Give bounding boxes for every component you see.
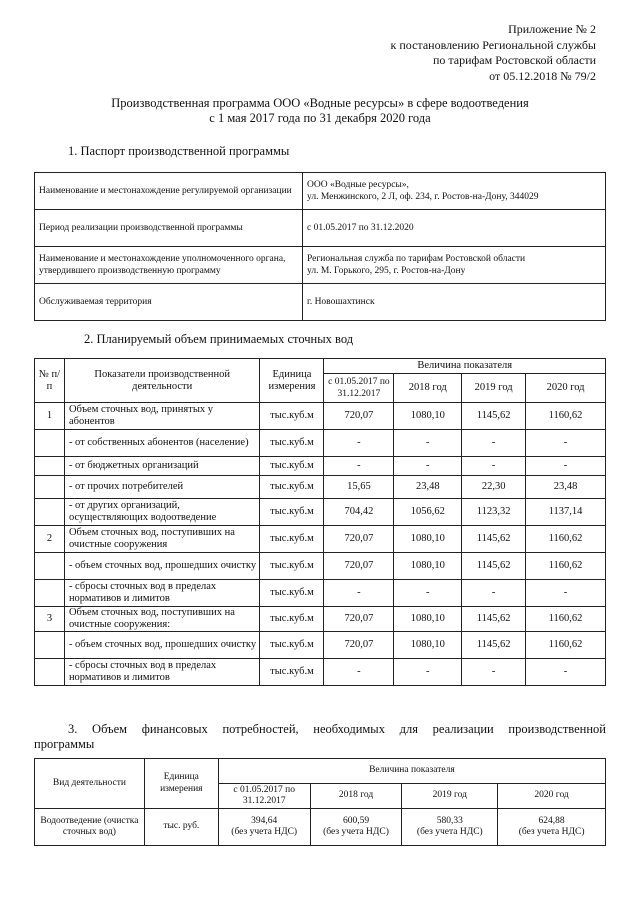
appendix-number: Приложение № 2 bbox=[508, 22, 596, 36]
table-row bbox=[35, 210, 606, 247]
finance-table bbox=[34, 758, 606, 846]
passport-value bbox=[303, 247, 606, 284]
value-cell: 720,07 bbox=[324, 553, 394, 580]
value-cell: 704,42 bbox=[324, 499, 394, 526]
table-row bbox=[35, 632, 606, 659]
passport-value: г. Новошахтинск bbox=[303, 284, 606, 321]
unit-cell: тыс.куб.м bbox=[260, 430, 324, 457]
value-cell: 720,07 bbox=[324, 403, 394, 430]
indicator-cell: - объем сточных вод, прошедших очистку bbox=[64, 553, 260, 580]
value-cell: - bbox=[324, 659, 394, 686]
value-note: (без учета НДС) bbox=[416, 827, 483, 837]
value-cell: 720,07 bbox=[324, 632, 394, 659]
value-cell: 1080,10 bbox=[394, 632, 462, 659]
value-cell bbox=[498, 809, 606, 846]
table-row bbox=[35, 809, 606, 846]
table-row bbox=[35, 526, 606, 553]
passport-label: Наименование и местонахождение регулируемой организации bbox=[35, 173, 303, 210]
value-cell: - bbox=[462, 457, 526, 476]
row-num-cell: 1 bbox=[35, 403, 65, 430]
value-cell: - bbox=[324, 457, 394, 476]
section2-heading: 2. Планируемый объем принимаемых сточных вод bbox=[84, 332, 354, 346]
section3-heading-line: 3. Объем финансовых потребностей, необходимых для реализации производственной bbox=[68, 722, 606, 736]
document-title bbox=[0, 96, 640, 126]
value-amount: 394,64 bbox=[251, 815, 278, 826]
table-row bbox=[35, 430, 606, 457]
value-amount: 600,59 bbox=[342, 815, 370, 826]
col-header-indicator: Показатели производственной деятельности bbox=[64, 359, 260, 403]
value-cell: - bbox=[394, 430, 462, 457]
unit-cell: тыс. руб. bbox=[144, 809, 218, 846]
unit-cell: тыс.куб.м bbox=[260, 476, 324, 499]
indicator-cell: - сбросы сточных вод в пределах нормативов и лимитов bbox=[64, 659, 260, 686]
value-cell: 15,65 bbox=[324, 476, 394, 499]
row-num-cell bbox=[35, 499, 65, 526]
value-cell: 1080,10 bbox=[394, 553, 462, 580]
passport-label: Наименование и местонахождение уполномоченного органа, утвердившего производственную программу bbox=[35, 247, 303, 284]
table-header-row bbox=[35, 359, 606, 374]
row-num-cell: 3 bbox=[35, 607, 65, 632]
unit-cell: тыс.куб.м bbox=[260, 632, 324, 659]
value-cell: 23,48 bbox=[526, 476, 606, 499]
table-row bbox=[35, 499, 606, 526]
row-num-cell bbox=[35, 430, 65, 457]
col-header-value-group: Величина показателя bbox=[218, 759, 605, 784]
value-cell: - bbox=[324, 430, 394, 457]
value-cell: 1145,62 bbox=[462, 607, 526, 632]
col-header-unit: Единица измерения bbox=[144, 759, 218, 809]
appendix-date: от 05.12.2018 № 79/2 bbox=[489, 68, 596, 83]
col-header-period: с 01.05.2017 по 31.12.2017 bbox=[218, 784, 310, 809]
value-cell: - bbox=[324, 580, 394, 607]
passport-label: Обслуживаемая территория bbox=[35, 284, 303, 321]
value-cell: 23,48 bbox=[394, 476, 462, 499]
passport-value-line: ООО «Водные ресурсы», bbox=[307, 180, 409, 190]
col-header-value-group: Величина показателя bbox=[324, 359, 606, 374]
col-header-period: 2019 год bbox=[402, 784, 498, 809]
value-cell: - bbox=[462, 659, 526, 686]
value-cell: 1160,62 bbox=[526, 632, 606, 659]
section1-heading: 1. Паспорт производственной программы bbox=[68, 144, 290, 158]
table-row bbox=[35, 173, 606, 210]
value-cell: 1145,62 bbox=[462, 632, 526, 659]
row-num-cell: 2 bbox=[35, 526, 65, 553]
col-header-period: 2020 год bbox=[498, 784, 606, 809]
section3-heading-line: программы bbox=[34, 737, 95, 751]
table-row bbox=[35, 659, 606, 686]
row-num-cell bbox=[35, 580, 65, 607]
row-num-cell bbox=[35, 553, 65, 580]
value-cell: - bbox=[526, 659, 606, 686]
value-note: (без учета НДС) bbox=[323, 827, 389, 837]
value-cell: 22,30 bbox=[462, 476, 526, 499]
activity-cell: Водоотведение (очистка сточных вод) bbox=[35, 809, 145, 846]
value-cell: 1160,62 bbox=[526, 553, 606, 580]
table-row bbox=[35, 403, 606, 430]
table-row bbox=[35, 476, 606, 499]
row-num-cell bbox=[35, 632, 65, 659]
table-row bbox=[35, 553, 606, 580]
unit-cell: тыс.куб.м bbox=[260, 607, 324, 632]
value-note: (без учета НДС) bbox=[231, 827, 298, 837]
indicator-cell: Объем сточных вод, принятых у абонентов bbox=[64, 403, 260, 430]
indicator-cell: - сбросы сточных вод в пределах нормативов и лимитов bbox=[64, 580, 260, 607]
title-line: с 1 мая 2017 года по 31 декабря 2020 года bbox=[209, 111, 431, 125]
value-amount: 580,33 bbox=[436, 815, 463, 826]
table-row bbox=[35, 247, 606, 284]
passport-value bbox=[303, 173, 606, 210]
value-cell: 1080,10 bbox=[394, 526, 462, 553]
indicator-cell: Объем сточных вод, поступивших на очистные сооружения: bbox=[64, 607, 260, 632]
col-header-period: 2018 год bbox=[310, 784, 402, 809]
col-header-activity: Вид деятельности bbox=[35, 759, 145, 809]
value-cell: - bbox=[462, 430, 526, 457]
value-cell: 1123,32 bbox=[462, 499, 526, 526]
col-header-unit: Единица измерения bbox=[260, 359, 324, 403]
value-cell bbox=[402, 809, 498, 846]
appendix-header bbox=[391, 22, 596, 84]
unit-cell: тыс.куб.м bbox=[260, 457, 324, 476]
col-header-num: № п/п bbox=[35, 359, 65, 403]
col-header-period: 2018 год bbox=[394, 374, 462, 403]
value-cell: 1145,62 bbox=[462, 526, 526, 553]
value-cell: 1056,62 bbox=[394, 499, 462, 526]
section3-heading bbox=[34, 722, 606, 752]
indicator-cell: - от прочих потребителей bbox=[64, 476, 260, 499]
col-header-period: 2019 год bbox=[462, 374, 526, 403]
row-num-cell bbox=[35, 457, 65, 476]
passport-value-line: ул. М. Горького, 295, г. Ростов-на-Дону bbox=[307, 266, 466, 276]
value-cell: - bbox=[526, 580, 606, 607]
passport-label: Период реализации производственной программы bbox=[35, 210, 303, 247]
row-num-cell bbox=[35, 476, 65, 499]
table-row bbox=[35, 284, 606, 321]
appendix-ref-line: к постановлению Региональной службы bbox=[390, 37, 596, 52]
indicator-cell: - объем сточных вод, прошедших очистку bbox=[64, 632, 260, 659]
row-num-cell bbox=[35, 659, 65, 686]
value-cell bbox=[310, 809, 402, 846]
value-cell: 1145,62 bbox=[462, 403, 526, 430]
value-cell: - bbox=[394, 659, 462, 686]
col-header-period: 2020 год bbox=[526, 374, 606, 403]
value-cell: 1160,62 bbox=[526, 403, 606, 430]
value-amount: 624,88 bbox=[538, 815, 565, 826]
passport-value-line: Региональная служба по тарифам Ростовской области bbox=[307, 254, 526, 264]
value-cell: 720,07 bbox=[324, 526, 394, 553]
value-cell: - bbox=[462, 580, 526, 607]
value-cell: 1160,62 bbox=[526, 526, 606, 553]
indicator-cell: - от других организаций, осуществляющих водоотведение bbox=[64, 499, 260, 526]
appendix-ref-line: по тарифам Ростовской области bbox=[432, 53, 596, 67]
value-cell bbox=[218, 809, 310, 846]
value-cell: - bbox=[526, 430, 606, 457]
value-cell: 720,07 bbox=[324, 607, 394, 632]
unit-cell: тыс.куб.м bbox=[260, 403, 324, 430]
unit-cell: тыс.куб.м bbox=[260, 659, 324, 686]
table-row bbox=[35, 580, 606, 607]
volume-table-body bbox=[35, 403, 606, 686]
value-cell: 1160,62 bbox=[526, 607, 606, 632]
indicator-cell: Объем сточных вод, поступивших на очистные сооружения bbox=[64, 526, 260, 553]
col-header-period: с 01.05.2017 по 31.12.2017 bbox=[324, 374, 394, 403]
passport-value: с 01.05.2017 по 31.12.2020 bbox=[303, 210, 606, 247]
indicator-cell: - от бюджетных организаций bbox=[64, 457, 260, 476]
value-cell: 1145,62 bbox=[462, 553, 526, 580]
value-cell: - bbox=[394, 457, 462, 476]
value-cell: - bbox=[394, 580, 462, 607]
table-row bbox=[35, 457, 606, 476]
passport-value-line: ул. Менжинского, 2 Л, оф. 234, г. Ростов-на-Дону, 344029 bbox=[307, 192, 539, 202]
value-cell: 1137,14 bbox=[526, 499, 606, 526]
value-cell: - bbox=[526, 457, 606, 476]
value-cell: 1080,10 bbox=[394, 607, 462, 632]
unit-cell: тыс.куб.м bbox=[260, 553, 324, 580]
value-note: (без учета НДС) bbox=[518, 827, 585, 837]
indicator-cell: - от собственных абонентов (население) bbox=[64, 430, 260, 457]
volume-table bbox=[34, 358, 606, 686]
table-row bbox=[35, 607, 606, 632]
passport-table bbox=[34, 172, 606, 321]
table-header-row bbox=[35, 759, 606, 784]
title-line: Производственная программа ООО «Водные ресурсы» в сфере водоотведения bbox=[111, 96, 529, 110]
unit-cell: тыс.куб.м bbox=[260, 526, 324, 553]
unit-cell: тыс.куб.м bbox=[260, 580, 324, 607]
unit-cell: тыс.куб.м bbox=[260, 499, 324, 526]
value-cell: 1080,10 bbox=[394, 403, 462, 430]
